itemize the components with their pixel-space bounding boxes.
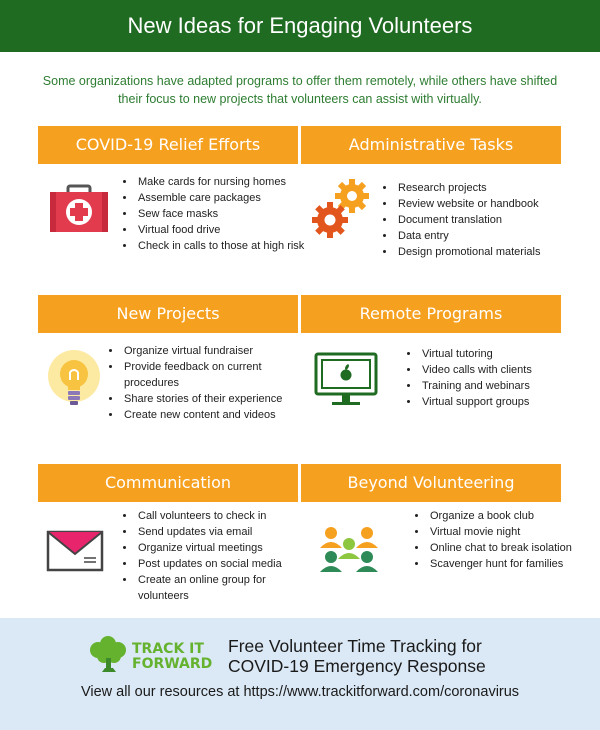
footer-title-line-1: Free Volunteer Time Tracking for (228, 636, 482, 656)
list-item: • Share stories of their experience (122, 391, 312, 407)
list-item: • Sew face masks (136, 206, 306, 222)
section-title-beyond-volunteering: Beyond Volunteering (301, 464, 561, 502)
section-title-remote-programs: Remote Programs (301, 295, 561, 333)
list-item: • Organize virtual fundraiser (122, 343, 312, 359)
footer-title (228, 636, 558, 676)
list-item: • Virtual tutoring (420, 346, 580, 362)
section-title-communication: Communication (38, 464, 298, 502)
logo-line-1: TRACK IT (132, 641, 204, 657)
list-item: • Video calls with clients (420, 362, 580, 378)
list-item: • Training and webinars (420, 378, 580, 394)
people-group-icon (318, 526, 380, 576)
intro-text: Some organizations have adapted programs to offer them remotely, while others have shifted their focus to new projects that volunteers can assist with virtually. (42, 74, 558, 106)
list-item: • Assemble care packages (136, 190, 306, 206)
first-aid-kit-icon (48, 184, 110, 234)
section-list-communication (122, 508, 306, 604)
list-item: • Research projects (396, 180, 576, 196)
footer-title-line-2: COVID-19 Emergency Response (228, 656, 486, 676)
list-item: • Scavenger hunt for families (428, 556, 578, 572)
logo-text (132, 642, 212, 672)
section-title-covid-relief: COVID-19 Relief Efforts (38, 126, 298, 164)
list-item: • Make cards for nursing homes (136, 174, 306, 190)
computer-monitor-icon (314, 352, 378, 408)
list-item: • Review website or handbook (396, 196, 576, 212)
list-item: • Send updates via email (136, 524, 306, 540)
section-list-new-projects (108, 343, 312, 423)
list-item: • Organize a book club (428, 508, 578, 524)
list-item: • Check in calls to those at high risk (136, 238, 306, 254)
list-item: • Organize virtual meetings (136, 540, 306, 556)
section-title-new-projects: New Projects (38, 295, 298, 333)
page-title: New Ideas for Engaging Volunteers (0, 0, 600, 52)
lightbulb-icon (44, 350, 104, 412)
section-list-administrative (382, 180, 576, 260)
list-item: • Virtual support groups (420, 394, 580, 410)
envelope-icon (46, 530, 104, 572)
list-item: • Virtual movie night (428, 524, 578, 540)
section-list-remote-programs (406, 346, 580, 410)
list-item: • Provide feedback on current procedures (122, 359, 312, 391)
section-title-administrative: Administrative Tasks (301, 126, 561, 164)
list-item: • Virtual food drive (136, 222, 306, 238)
list-item: • Post updates on social media (136, 556, 306, 572)
list-item: • Online chat to break isolation (428, 540, 578, 556)
list-item: • Design promotional materials (396, 244, 576, 260)
list-item: • Document translation (396, 212, 576, 228)
section-list-beyond-volunteering (414, 508, 578, 572)
gears-icon (312, 178, 372, 240)
list-item: • Data entry (396, 228, 576, 244)
apple-logo-icon (341, 364, 352, 381)
list-item: • Create new content and videos (122, 407, 312, 423)
resources-link[interactable]: View all our resources at https://www.trackitforward.com/coronavirus (80, 684, 520, 700)
logo-line-2: FORWARD (132, 656, 213, 672)
section-list-covid-relief (122, 174, 306, 254)
list-item: • Create an online group for volunteers (136, 572, 306, 604)
list-item: • Call volunteers to check in (136, 508, 306, 524)
